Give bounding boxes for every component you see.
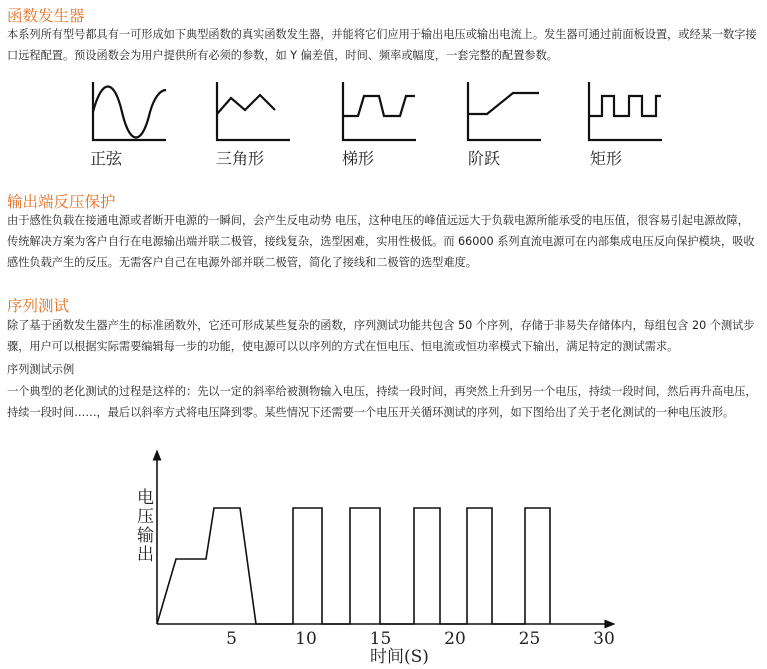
- waveform-label: 阶跃: [468, 149, 501, 168]
- voltage-series-line: [157, 508, 550, 624]
- y-axis-label-char: 输: [137, 526, 154, 546]
- voltage-waveform-chart: [0, 440, 767, 669]
- example-body: 一个典型的老化测试的过程是这样的：先以一定的斜率给被测物输入电压，持续一段时间，再突然上升到另一个电压，持续一段时间，然后再升高电压，持续一段时间……，最后以斜率方式将电压降到零。某些情况下还需要一个电压开关循环测试的序列，如下图给出了关于老化测试的一种电压波形。: [7, 385, 757, 419]
- square-wave-icon: [586, 82, 666, 144]
- x-tick-label: 10: [295, 629, 317, 649]
- y-axis-label-char: 出: [137, 545, 154, 565]
- x-tick-label: 5: [226, 629, 237, 649]
- func-gen-body: 本系列所有型号都具有一可形成如下典型函数的真实函数发生器，并能将它们应用于输出电压或输出电流上。发生器可通过前面板设置，或经某一数字接口远程配置。预设函数会为用户提供所有必须的参数，如 Y 偏差值，时间、频率或幅度，一套完整的配置参数。: [7, 28, 757, 62]
- y-axis-label-char: 电: [137, 488, 154, 508]
- x-axis-label: 时间(S): [370, 647, 429, 667]
- x-tick-label: 30: [593, 629, 615, 649]
- sequence-heading: 序列测试: [7, 297, 70, 315]
- protect-body: 由于感性负载在接通电源或者断开电源的一瞬间，会产生反电动势 电压，这种电压的峰值远远大于负载电源所能承受的电压值，很容易引起电源故障，传统解决方案为客户自行在电源输出端并联二极管，接线复杂，选型困难，实用性极低。而 66000 系列直流电源可在内部集成电压反向保护模块，吸收感性负载产生的反压。无需客户自己在电源外部并联二极管，简化了接线和二极管的选型难度。: [7, 214, 755, 269]
- y-axis-label-char: 压: [137, 507, 154, 527]
- x-tick-label: 15: [369, 629, 392, 649]
- x-tick-label: 20: [444, 629, 466, 649]
- triangle-wave-icon: [214, 82, 294, 144]
- x-tick-label: 25: [518, 629, 541, 649]
- sequence-body: 除了基于函数发生器产生的标准函数外，它还可形成某些复杂的函数，序列测试功能共包含 50 个序列，存储于非易失存储体内，每组包含 20 个测试步骤，用户可以根据实际需要编辑每一步的功能，使电源可以以序列的方式在恒电压、恒电流或恒功率模式下输出，满足特定的测试需求。: [7, 319, 755, 353]
- example-title: 序列测试示例: [7, 363, 75, 376]
- waveform-label: 梯形: [342, 149, 375, 168]
- waveform-label: 正弦: [90, 149, 123, 168]
- sine-wave-icon: [90, 82, 170, 144]
- step-wave-icon: [465, 82, 545, 144]
- waveform-label: 矩形: [590, 149, 623, 168]
- y-axis-label-group: [137, 488, 154, 565]
- trapezoid-wave-icon: [340, 82, 420, 144]
- protect-heading: 输出端反压保护: [7, 193, 116, 211]
- waveform-label: 三角形: [216, 149, 265, 168]
- func-gen-heading: 函数发生器: [7, 7, 85, 25]
- x-tick-labels: [226, 629, 615, 649]
